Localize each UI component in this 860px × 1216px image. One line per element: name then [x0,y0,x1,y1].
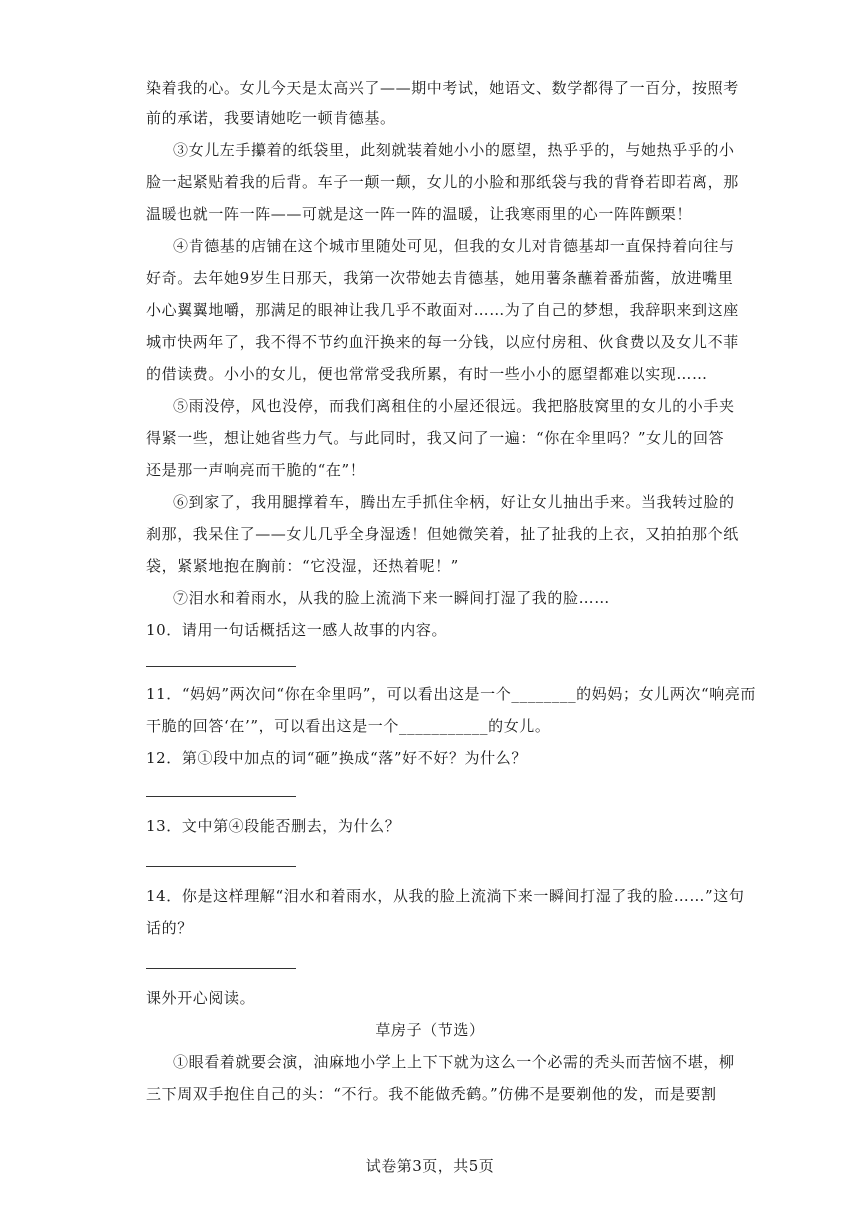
passage-line: ③女儿左手攥着的纸袋里，此刻就装着她小小的愿望，热乎乎的，与她热乎乎的小 [173,141,735,159]
passage-line: 前的承诺，我要请她吃一顿肯德基。 [146,109,396,127]
passage-line: 的借读费。小小的女儿，便也常常受我所累，有时一些小小的愿望都难以实现…… [146,365,708,383]
passage-line: 刹那，我呆住了——女儿几乎全身湿透！但她微笑着，扯了扯我的上衣，又拍拍那个纸 [146,525,739,543]
passage-line: ⑥到家了，我用腿撑着车，腾出左手抓住伞柄，好让女儿抽出手来。当我转过脸的 [173,493,735,511]
passage-title: 草房子（节选） [375,1021,485,1039]
question-10: 10．请用一句话概括这一感人故事的内容。 [146,621,448,639]
question-11: 11．“妈妈”两次问“你在伞里吗”，可以看出这是一个________的妈妈；女儿两次“响亮而 [146,685,757,703]
passage-line: 三下周双手抱住自己的头：“不行。我不能做秃鹤。”仿佛不是要剃他的发，而是要割 [146,1085,717,1103]
passage-line: ⑤雨没停，风也没停，而我们离租住的小屋还很远。我把胳肢窝里的女儿的小手夹 [173,397,735,415]
passage-line: 得紧一些，想让她省些力气。与此同时，我又问了一遍：“你在伞里吗？”女儿的回答 [146,429,725,447]
passage-line: ①眼看着就要会演，油麻地小学上上下下就为这么一个必需的秃头而苦恼不堪，柳 [173,1053,735,1071]
passage-line: 还是那一声响亮而干脆的“在”！ [146,461,366,479]
passage-line: 城市快两年了，我不得不节约血汗换来的每一分钱，以应付房租、伙食费以及女儿不菲 [146,333,739,351]
answer-blank-14[interactable] [146,968,296,969]
answer-blank-12[interactable] [146,796,296,797]
section-heading: 课外开心阅读。 [146,989,256,1007]
answer-blank-13[interactable] [146,866,296,867]
passage-line: ⑦泪水和着雨水，从我的脸上流淌下来一瞬间打湿了我的脸…… [173,589,610,607]
question-11-continued: 干脆的回答‘在’”，可以看出这是一个___________的女儿。 [146,717,551,735]
passage-line: ④肯德基的店铺在这个城市里随处可见，但我的女儿对肯德基却一直保持着向往与 [173,237,735,255]
question-12: 12．第①段中加点的词“砸”换成“落”好不好？为什么？ [146,749,527,767]
passage-line: 小心翼翼地嚼，那满足的眼神让我几乎不敢面对……为了自己的梦想，我辞职来到这座 [146,301,739,319]
page-footer: 试卷第3页，共5页 [365,1157,495,1175]
passage-line: 好奇。去年她9岁生日那天，我第一次带她去肯德基，她用薯条蘸着番茄酱，放进嘴里 [146,269,734,287]
passage-line: 袋，紧紧地抱在胸前：“它没湿，还热着呢！” [146,557,459,575]
question-14: 14．你是这样理解“泪水和着雨水，从我的脸上流淌下来一瞬间打湿了我的脸……”这句 [146,887,745,905]
passage-line: 脸一起紧贴着我的后背。车子一颠一颠，女儿的小脸和那纸袋与我的背脊若即若离，那 [146,173,739,191]
passage-line: 染着我的心。女儿今天是太高兴了——期中考试，她语文、数学都得了一百分，按照考 [146,79,739,97]
question-14-continued: 话的？ [146,919,193,937]
passage-line: 温暖也就一阵一阵——可就是这一阵一阵的温暖，让我寒雨里的心一阵阵颤栗！ [146,205,693,223]
answer-blank-10[interactable] [146,666,296,667]
question-13: 13．文中第④段能否删去，为什么？ [146,817,401,835]
